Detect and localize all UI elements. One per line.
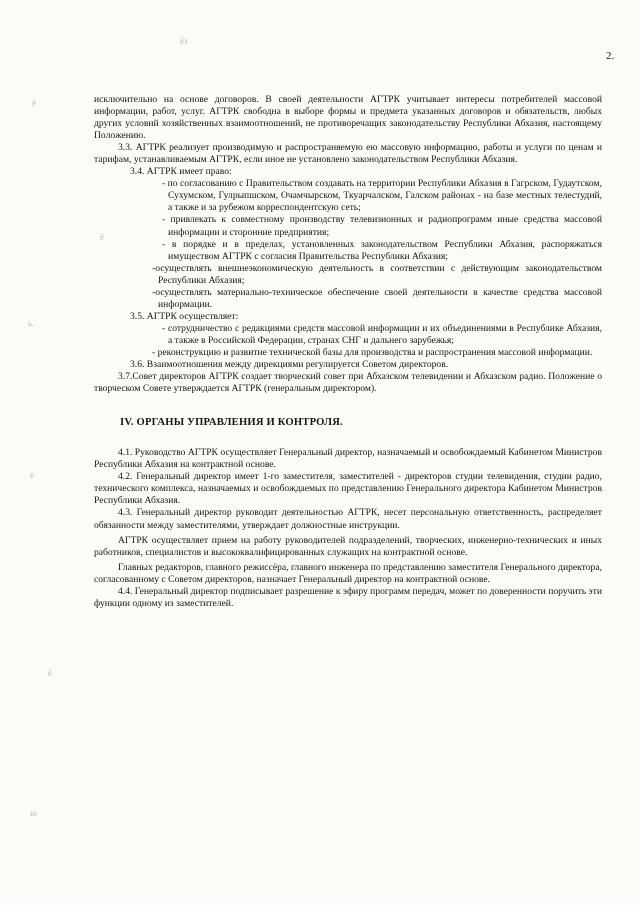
margin-speck: ё <box>48 668 52 678</box>
list-item: -осуществлять внешнеэкономическую деятельность в соответствии с действующим законодательством Республики Абхазия; <box>152 262 602 286</box>
section-heading: IV. ОРГАНЫ УПРАВЛЕНИЯ И КОНТРОЛЯ. <box>120 417 343 429</box>
paragraph-3-4: 3.4. АГТРК имеет право: <box>130 166 232 178</box>
paragraph-3-5: 3.5. АГТРК осуществляет: <box>130 310 239 322</box>
margin-speck: ё <box>30 470 34 480</box>
paragraph-4-3-editors: Главных редакторов, главного режиссёра, главного инженера по представлению заместителя Генерального директора, согласованному с Советом директоров, назначает Генеральный директор на контрактной основе. <box>94 561 602 585</box>
paragraph-3-7: 3.7.Совет директоров АГТРК создает творческий совет при Абхазском телевидении и Абхазском радио. Положение о творческом Совете утверждается АГТРК (генеральным директором). <box>94 371 602 395</box>
list-item: -осуществлять материально-техническое обеспечение своей деятельности в качестве средства массовой информации. <box>152 286 602 310</box>
list-item: - сотрудничество с редакциями средств массовой информации и их объединениями в Республике Абхазия, а также в Российской Федерации, странах СНГ и дальнего зарубежья; <box>162 322 602 346</box>
margin-speck: ёз <box>180 36 188 46</box>
list-item: - по согласованию с Правительством создавать на территории Республики Абхазия в Гагрском, Гудаутском, Сухумском, Гулрыпшском, Очамчырском, Ткуарчалском, Галском районах - на базе местных телестудий, а также и за рубежом корреспондентскую сеть; <box>162 178 602 214</box>
margin-speck: ю <box>30 808 37 818</box>
paragraph-3-6: 3.6. Взаимоотношения между дирекциями регулируется Советом директоров. <box>130 359 449 371</box>
paragraph-4-1: 4.1. Руководство АГТРК осуществляет Генеральный директор, назначаемый и освобождаемый Кабинетом Министров Республики Абхазия на контрактной основе. <box>94 447 602 471</box>
page-number: 2. <box>606 50 615 62</box>
paragraph-4-3: 4.3. Генеральный директор руководит деятельностью АГТРК, несет персональную ответственность, распределяет обязанности между заместителями, утверждает должностные инструкции. <box>94 507 602 531</box>
paragraph-3-3: 3.3. АГТРК реализует производимую и распространяемую ею массовую информацию, работы и услуги по ценам и тарифам, устанавливаемым АГТРК, если иное не установлено законодательством Республики Абхазия. <box>94 142 602 166</box>
document-body <box>94 94 602 610</box>
margin-speck: ё <box>100 232 104 242</box>
paragraph-intro: исключительно на основе договоров. В своей деятельности АГТРК учитывает интересы потребителей массовой информации, работ, услуг. АГТРК свободна в выборе формы и предмета указанных договоров и обязательств, любых других условий хозяйственных взаимоотношений, не противоречащих законодательству Республики Абхазия, настоящему Положению. <box>94 94 602 142</box>
list-item: - привлекать к совместному производству телевизионных и радиопрограмм иные средства массовой информации и сторонние предприятия; <box>162 214 602 238</box>
margin-speck: ь. <box>28 318 35 328</box>
list-item: - в порядке и в пределах, установленных законодательством Республики Абхазия, распоряжаться имуществом АГТРК с согласия Правительства Республики Абхазия; <box>162 238 602 262</box>
paragraph-4-2: 4.2. Генеральный директор имеет 1-го заместителя, заместителей - директоров студии телевидения, студии радио, технического комплекса, назначаемых и освобождаемых по представлению Генерального директора Кабинетом Министров Республики Абхазия. <box>94 471 602 507</box>
list-item: - реконструкцию и развитие технической базы для производства и распространения массовой информации. <box>152 346 593 358</box>
paragraph-4-4: 4.4. Генеральный директор подписывает разрешение к эфиру программ передач, может по доверенности поручить эти функции одному из заместителей. <box>94 585 602 609</box>
paragraph-4-3-hiring: АГТРК осуществляет прием на работу руководителей подразделений, творческих, инженерно-технических и иных работников, специалистов и высококвалифицированных служащих на контрактной основе. <box>94 534 602 558</box>
margin-speck: ё <box>32 98 36 108</box>
